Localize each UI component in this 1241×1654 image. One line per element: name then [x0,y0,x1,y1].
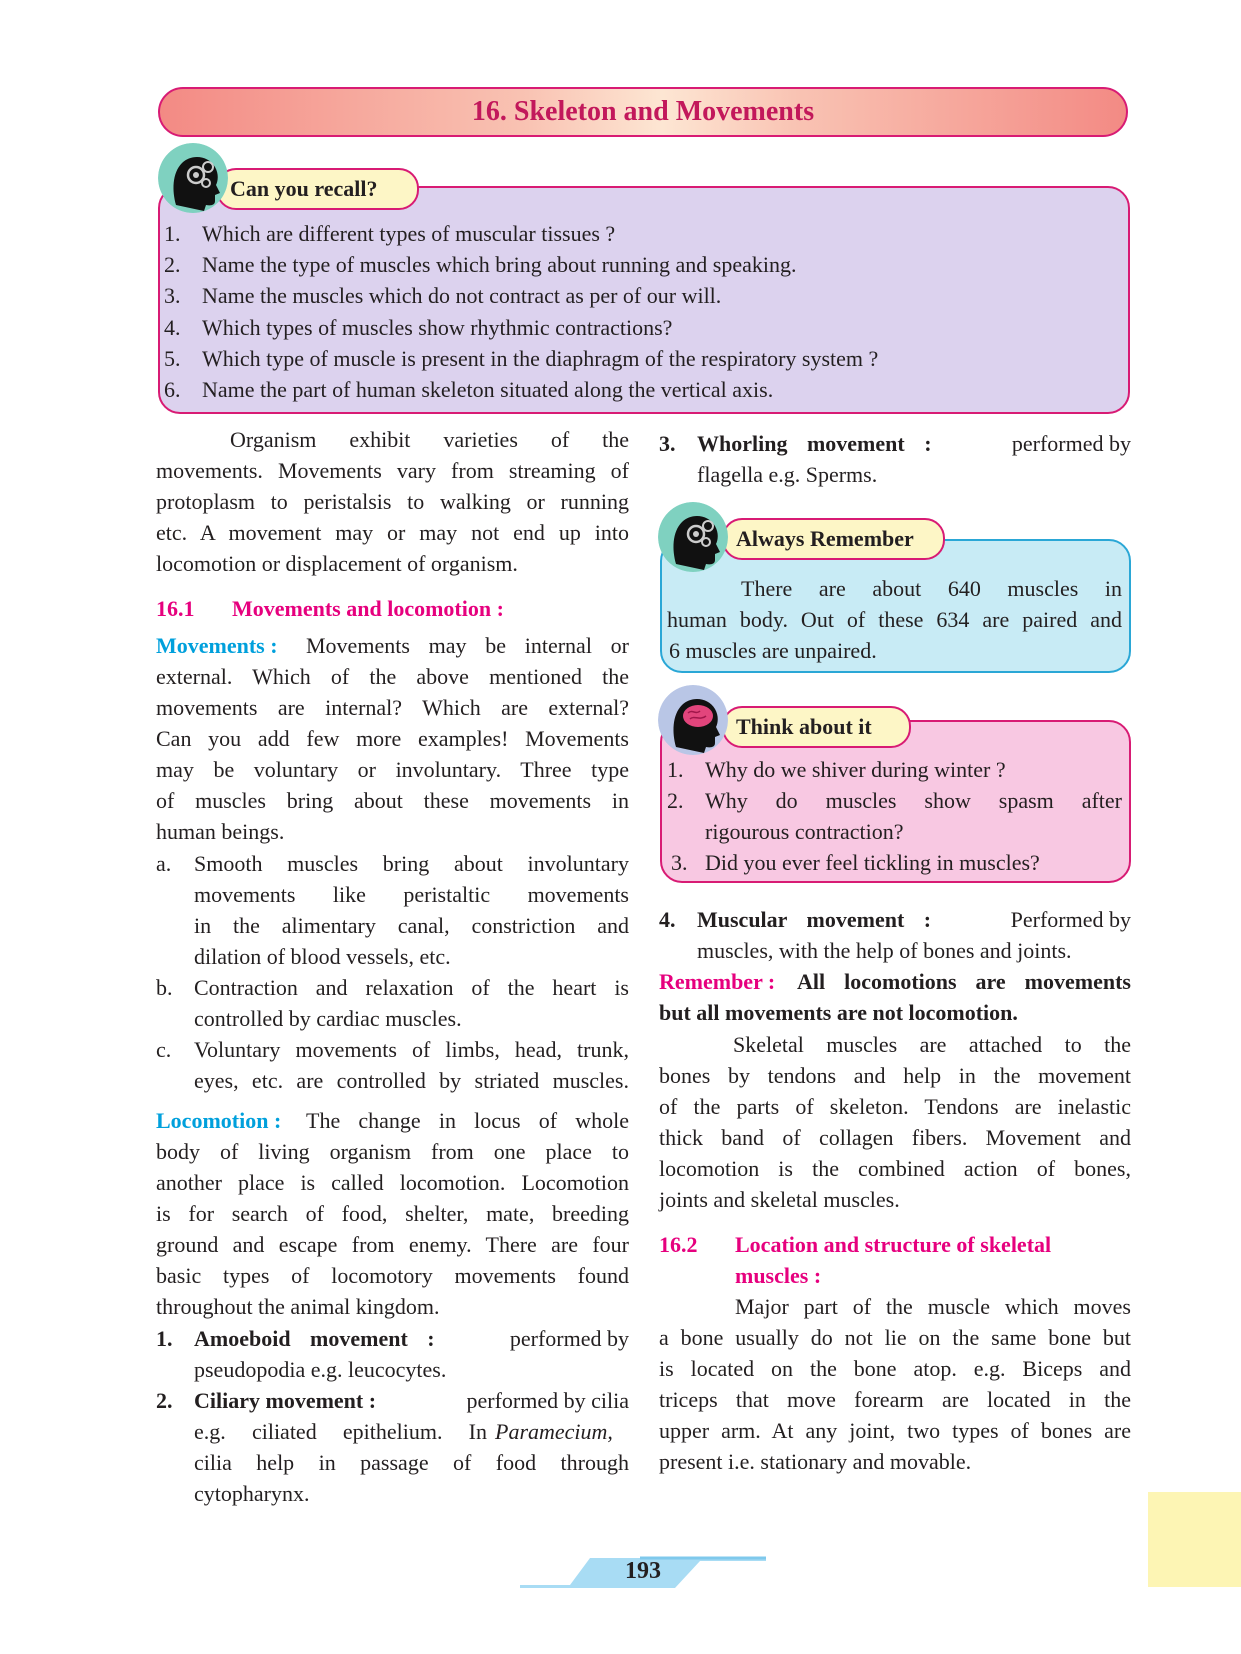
item-2-line-2a: e.g. ciliated epithelium. In [194,1419,487,1444]
item-1-title: Amoeboid movement : [194,1326,435,1351]
item-4-rest: Performed by [1010,907,1131,932]
major-line-2: a bone usually do not lie on the same bone but [659,1325,1131,1350]
head-gears-icon [158,143,228,213]
remember-label: Remember : [659,969,776,994]
intro-line-3: protoplasm to peristalsis to walking or running [156,489,629,514]
recall-item-4: Which types of muscles show rhythmic contractions? [202,315,673,340]
list-a-marker: a. [156,851,172,876]
recall-item-6: Name the part of human skeleton situated along the vertical axis. [202,377,774,402]
section-162-title-1: Location and structure of skeletal [735,1232,1052,1257]
item-3-rest: performed by [1011,431,1131,456]
skeletal-line-5: locomotion is the combined action of bones, [659,1156,1131,1181]
major-line-3: is located on the bone atop. e.g. Biceps and [659,1356,1131,1381]
recall-num-4: 4. [164,315,181,340]
think-about-it-tag: Think about it [722,706,911,748]
item-2-line-4: cytopharynx. [194,1481,310,1506]
item-4-title: Muscular movement : [697,907,932,932]
movements-line-6: of muscles bring about these movements in [156,788,629,813]
list-b-line-2: controlled by cardiac muscles. [194,1006,462,1031]
chapter-title: 16. Skeleton and Movements [471,96,815,127]
item-2-line-2-italic: Paramecium, [495,1419,613,1444]
item-3-line-2: flagella e.g. Sperms. [697,462,878,487]
locomotion-line-7: throughout the animal kingdom. [156,1294,440,1319]
think-item-1: Why do we shiver during winter ? [705,757,1006,782]
item-2-title: Ciliary movement : [194,1388,377,1413]
think-num-1: 1. [667,757,684,782]
movements-line-5: may be voluntary or involuntary. Three type [156,757,629,782]
item-4-line-2: muscles, with the help of bones and joints. [697,938,1072,963]
think-num-3: 3. [671,850,688,875]
list-a-line-3: in the alimentary canal, constriction and [194,913,629,938]
locomotion-line-4: is for search of food, shelter, mate, breeding [156,1201,629,1226]
always-remember-tag: Always Remember [722,518,945,560]
major-line-6: present i.e. stationary and movable. [659,1449,972,1474]
section-161-number: 16.1 [156,596,195,621]
section-162-number: 16.2 [659,1232,698,1257]
movements-line-4: Can you add few more examples! Movements [156,726,629,751]
recall-num-6: 6. [164,377,181,402]
locomotion-line-1: The change in locus of whole [306,1108,629,1133]
list-a-line-4: dilation of blood vessels, etc. [194,944,451,969]
item-2-number: 2. [156,1388,173,1413]
list-c-line-2: eyes, etc. are controlled by striated muscles. [194,1068,629,1093]
list-b-marker: b. [156,975,173,1000]
movements-line-2: external. Which of the above mentioned the [156,664,629,689]
locomotion-line-3: another place is called locomotion. Locomotion [156,1170,629,1195]
major-line-1: Major part of the muscle which moves [735,1294,1131,1319]
skeletal-line-6: joints and skeletal muscles. [659,1187,900,1212]
skeletal-line-4: thick band of collagen fibers. Movement and [659,1125,1131,1150]
skeletal-line-3: of the parts of skeleton. Tendons are inelastic [659,1094,1131,1119]
locomotion-label: Locomotion : [156,1108,282,1133]
recall-num-1: 1. [164,221,181,246]
remember-line-2: but all movements are not locomotion. [659,1000,1018,1025]
item-2-rest: performed by cilia [466,1388,629,1413]
item-1-number: 1. [156,1326,173,1351]
think-item-2: Why do muscles show spasm after [705,788,1122,813]
recall-item-1: Which are different types of muscular tissues ? [202,221,616,246]
item-3-title: Whorling movement : [697,431,932,456]
page-number: 193 [625,1558,661,1584]
think-item-3: Did you ever feel tickling in muscles? [705,850,1040,875]
always-line-2: human body. Out of these 634 are paired and [667,607,1122,632]
locomotion-line-6: basic types of locomotory movements found [156,1263,629,1288]
intro-line-1: Organism exhibit varieties of the [230,427,629,452]
movements-label: Movements : [156,633,278,658]
head-brain-icon [658,685,728,755]
section-161-title: Movements and locomotion : [232,596,504,621]
list-a-line-1: Smooth muscles bring about involuntary [194,851,629,876]
intro-line-2: movements. Movements vary from streaming of [156,458,629,483]
list-a-line-2: movements like peristaltic movements [194,882,629,907]
item-2-line-3: cilia help in passage of food through [194,1450,629,1475]
skeletal-line-1: Skeletal muscles are attached to the [733,1032,1131,1057]
remember-line-1: All locomotions are movements [797,969,1131,994]
page-number-badge [520,1556,766,1590]
locomotion-line-5: ground and escape from enemy. There are four [156,1232,629,1257]
list-c-marker: c. [156,1037,172,1062]
think-num-2: 2. [667,788,684,813]
list-b-line-1: Contraction and relaxation of the heart is [194,975,629,1000]
list-c-line-1: Voluntary movements of limbs, head, trunk, [194,1037,629,1062]
always-line-1: There are about 640 muscles in [741,576,1122,601]
recall-item-5: Which type of muscle is present in the diaphragm of the respiratory system ? [202,346,879,371]
chapter-title-banner [158,87,1128,137]
recall-num-5: 5. [164,346,181,371]
edge-tab [1148,1492,1241,1587]
major-line-5: upper arm. At any joint, two types of bones are [659,1418,1131,1443]
section-162-title-2: muscles : [735,1263,822,1288]
skeletal-line-2: bones by tendons and help in the movement [659,1063,1131,1088]
movements-line-1: Movements may be internal or [306,633,629,658]
item-1-line-2: pseudopodia e.g. leucocytes. [194,1357,447,1382]
always-line-3: 6 muscles are unpaired. [669,638,877,663]
major-line-4: triceps that move forearm are located in the [659,1387,1131,1412]
locomotion-line-2: body of living organism from one place to [156,1139,629,1164]
recall-item-3: Name the muscles which do not contract as per of our will. [202,283,722,308]
intro-line-5: locomotion or displacement of organism. [156,551,518,576]
movements-line-7: human beings. [156,819,285,844]
item-1-rest: performed by [509,1326,629,1351]
item-3-number: 3. [659,431,676,456]
movements-line-3: movements are internal? Which are external? [156,695,629,720]
think-item-2-cont: rigourous contraction? [705,819,904,844]
head-gears-icon [658,502,728,572]
recall-num-2: 2. [164,252,181,277]
recall-tag: Can you recall? [216,168,419,210]
item-4-number: 4. [659,907,676,932]
recall-item-2: Name the type of muscles which bring about running and speaking. [202,252,797,277]
intro-line-4: etc. A movement may or may not end up into [156,520,629,545]
recall-num-3: 3. [164,283,181,308]
